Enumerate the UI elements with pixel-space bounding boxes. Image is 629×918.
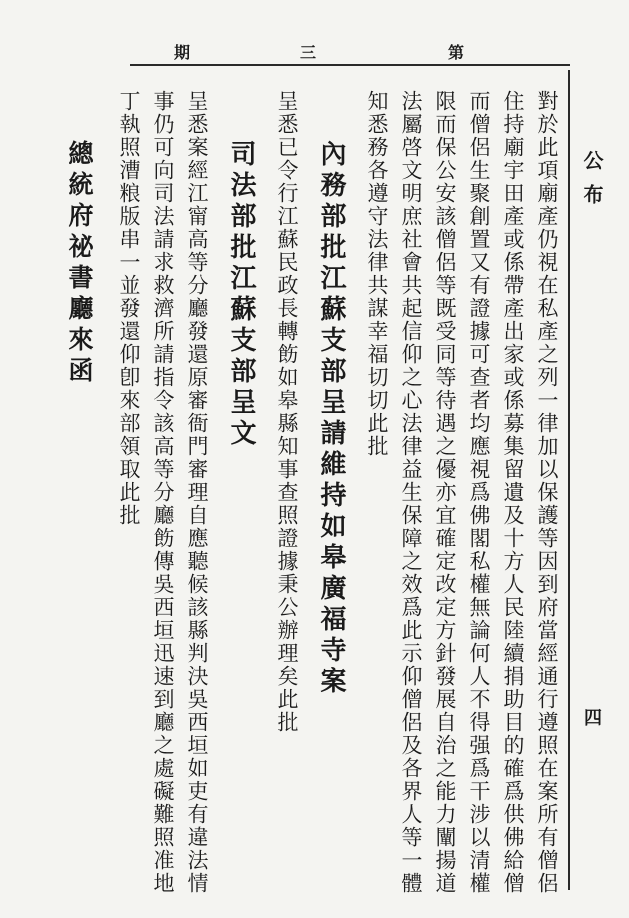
- section-label: 公布: [580, 150, 604, 218]
- doc-title: 總統府祕書廳來函: [65, 140, 94, 388]
- text-column: 呈悉已令行江蘇民政長轉飭如皋縣知事查照證據秉公辦理矣此批: [275, 90, 299, 734]
- page-header: [130, 40, 570, 62]
- header-rule: [130, 64, 570, 66]
- text-column: 限而保公安該僧侶等既受同等待遇之優亦宜確定改定方針發展自治之能力闡揚道: [433, 90, 457, 895]
- doc-title: 內務部批江蘇支部呈請維持如皋廣福寺案: [316, 140, 346, 698]
- margin-rule: [568, 70, 570, 890]
- header-chapter-b: 三: [300, 43, 317, 62]
- text-column: 住持廟宇田產或係帶產出家或係募集留遺及十方人民陸續捐助目的確爲供佛給僧: [501, 90, 525, 895]
- page-number: 四: [581, 708, 602, 726]
- text-column: 事仍可向司法請求救濟所請指令該高等分廳飭傳吳西垣迅速到廳之處礙難照准地: [151, 90, 175, 895]
- text-column: 而僧侶生聚創置又有證據可查者均應視爲佛閣私權無論何人不得强爲干涉以清權: [467, 90, 491, 895]
- text-column: 呈悉案經江甯高等分廳發還原審衙門審理自應聽候該縣判決吳西垣如吏有違法情: [185, 90, 209, 895]
- text-column: 對於此項廟產仍視在私產之列一律加以保護等因到府當經通行遵照在案所有僧侶: [535, 90, 559, 895]
- text-column: 知悉務各遵守法律共謀幸福切切此批: [365, 90, 389, 458]
- text-column: 法屬啓文明庶社會共起信仰之心法律益生保障之效爲此示仰僧侶及各界人等一體: [399, 90, 423, 895]
- text-column: 丁執照漕粮版串一並發還仰卽來部領取此批: [117, 90, 141, 527]
- doc-title: 司法部批江蘇支部呈文: [226, 140, 256, 450]
- header-chapter-c: 期: [174, 43, 191, 62]
- header-chapter-a: 第: [448, 43, 465, 62]
